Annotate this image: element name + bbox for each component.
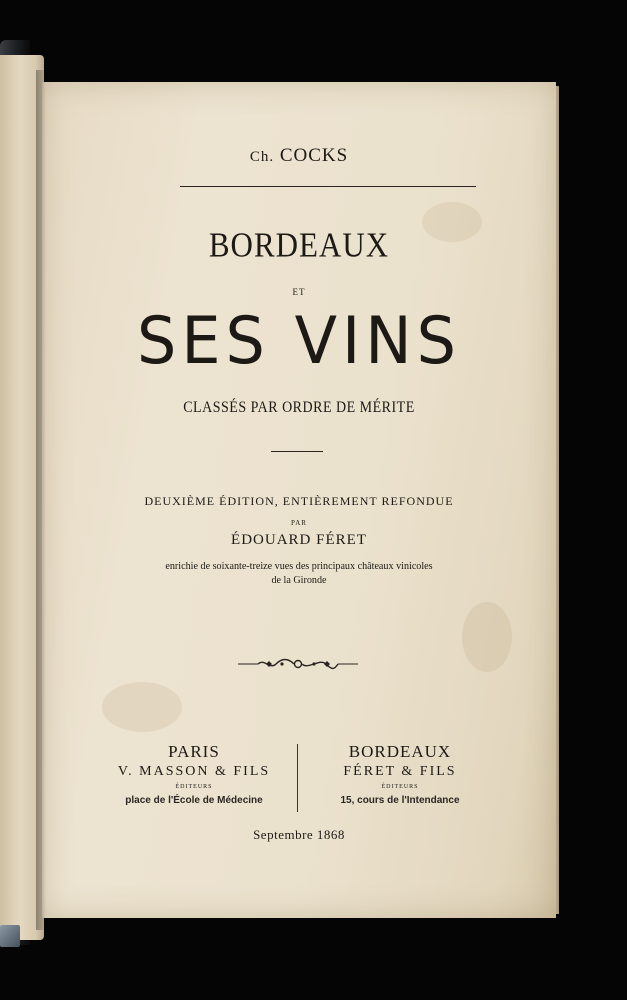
foxing-stain (462, 602, 512, 672)
floral-ornament-icon (238, 657, 358, 671)
editor-name: ÉDOUARD FÉRET (231, 532, 367, 548)
publisher-house: V. MASSON & FILS (117, 764, 271, 779)
title-line-1: BORDEAUX (208, 225, 390, 265)
column-divider (297, 744, 298, 812)
publication-date: Septembre 1868 (253, 827, 345, 842)
publisher-paris (94, 742, 294, 806)
publisher-house: FÉRET & FILS (343, 764, 457, 779)
illustration-note (63, 559, 536, 587)
title-page (42, 82, 556, 918)
divider-rule (180, 186, 476, 187)
foxing-stain (102, 682, 182, 732)
illustration-note-line1: enrichie de soixante-treize vues des principaux châteaux vinicoles (165, 560, 433, 572)
publisher-role: ÉDITEURS (175, 784, 213, 790)
page-gutter-shadow (36, 70, 46, 930)
author-name: Ch. COCKS (249, 145, 349, 166)
publisher-address: place de l'École de Médecine (125, 795, 263, 806)
by-label: PAR (291, 519, 307, 527)
metal-clip (0, 925, 20, 947)
illustration-note-line2: de la Gironde (271, 574, 327, 586)
publisher-address: 15, cours de l'Intendance (340, 795, 460, 806)
edition-statement: DEUXIÈME ÉDITION, ENTIÈREMENT REFONDUE (144, 494, 454, 508)
title-conjunction: ET (292, 287, 306, 297)
publisher-role: ÉDITEURS (381, 784, 419, 790)
publisher-bordeaux (300, 742, 500, 806)
publisher-city: BORDEAUX (348, 742, 452, 761)
short-divider-rule (271, 451, 323, 452)
publisher-city: PARIS (168, 742, 220, 761)
title-line-2: SES VINS (136, 302, 462, 379)
subtitle: CLASSÉS PAR ORDRE DE MÉRITE (183, 400, 415, 417)
